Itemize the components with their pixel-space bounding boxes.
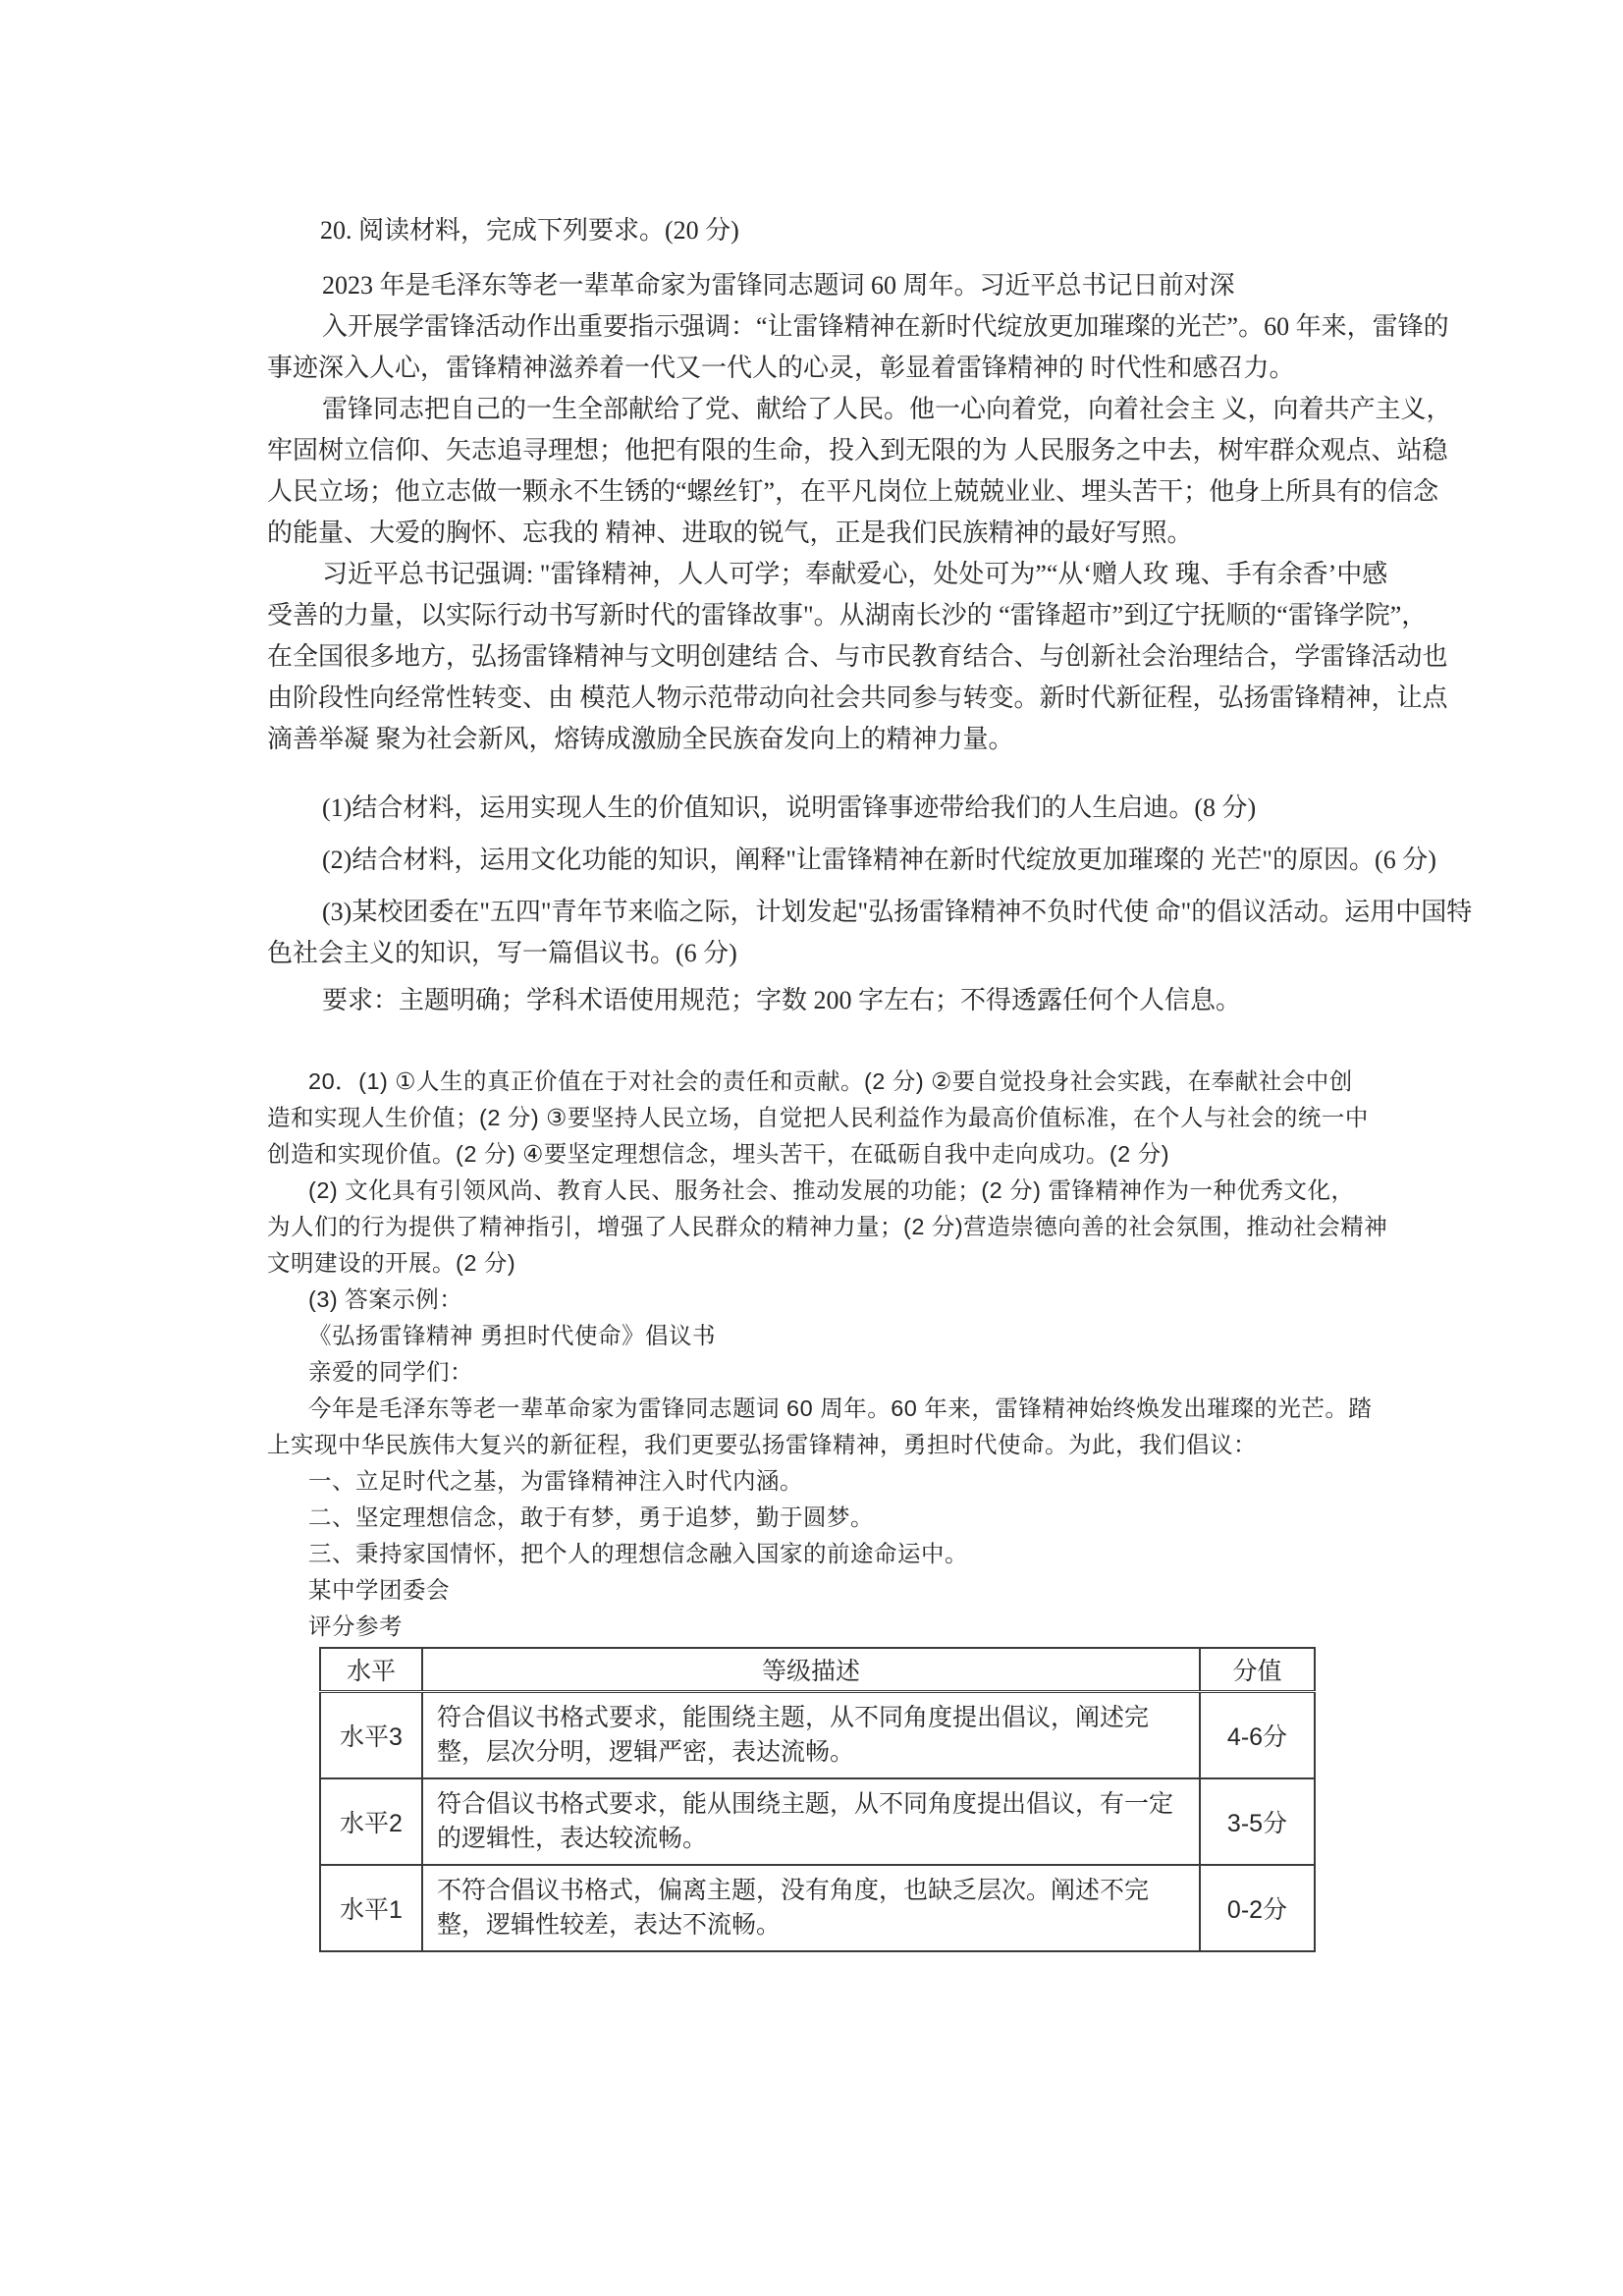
subquestion-line: 要求：主题明确；学科术语使用规范；字数 200 字左右；不得透露任何个人信息。 [322, 986, 1242, 1014]
answer-line: 《弘扬雷锋精神 勇担时代使命》倡议书 [308, 1323, 717, 1348]
rubric-col-score: 分值 [1200, 1648, 1315, 1692]
answer-line: 某中学团委会 [308, 1577, 450, 1603]
rubric-score-cell: 3-5分 [1200, 1778, 1315, 1865]
material-line: 受善的力量，以实际行动书写新时代的雷锋故事"。从湖南长沙的 “雷锋超市”到辽宁抚顺的“雷锋学院”， [267, 601, 1428, 629]
rubric-col-description: 等级描述 [422, 1648, 1200, 1692]
rubric-description-cell: 符合倡议书格式要求，能从围绕主题，从不同角度提出倡议，有一定的逻辑性，表达较流畅。 [422, 1778, 1200, 1865]
subquestion-line: (3)某校团委在"五四"青年节来临之际，计划发起"弘扬雷锋精神不负时代使 命"的倡议活动。运用中国特 [322, 898, 1473, 926]
answer-line: (3) 答案示例： [308, 1286, 463, 1312]
material-line: 事迹深入人心，雷锋精神滋养着一代又一代人的心灵，彰显着雷锋精神的 时代性和感召力。 [267, 354, 1295, 382]
answer-line: 造和实现人生价值；(2 分) ③要坚持人民立场，自觉把人民利益作为最高价值标准，在个人与社会的统一中 [267, 1105, 1369, 1130]
answer-line: 一、立足时代之基，为雷锋精神注入时代内涵。 [308, 1468, 803, 1494]
rubric-score-cell: 0-2分 [1200, 1865, 1315, 1951]
material-line: 人民立场；他立志做一颗永不生锈的“螺丝钉”，在平凡岗位上兢兢业业、埋头苦干；他身上所具有的信念 [267, 477, 1439, 506]
subquestions-block [267, 788, 1481, 1021]
material-line: 雷锋同志把自己的一生全部献给了党、献给了人民。他一心向着党，向着社会主 义，向着共产主义， [322, 395, 1452, 423]
answer-line: 上实现中华民族伟大复兴的新征程，我们更要弘扬雷锋精神，勇担时代使命。为此，我们倡议： [267, 1432, 1257, 1457]
rubric-score-cell: 4-6分 [1200, 1692, 1315, 1779]
material-block [267, 265, 1481, 760]
material-line: 由阶段性向经常性转变、由 模范人物示范带动向社会共同参与转变。新时代新征程，弘扬雷锋精神，让点 [267, 683, 1448, 712]
answer-line: 20．(1) ①人生的真正价值在于对社会的责任和贡献。(2 分) ②要自觉投身社会实践，在奉献社会中创 [308, 1068, 1353, 1094]
answer-line: 评分参考 [308, 1613, 403, 1639]
page-content [267, 210, 1481, 1952]
rubric-level-cell: 水平1 [320, 1865, 422, 1951]
subquestion-line: (2)结合材料，运用文化功能的知识，阐释"让雷锋精神在新时代绽放更加璀璨的 光芒"的原因。(6 分) [322, 846, 1436, 874]
material-line: 入开展学雷锋活动作出重要指示强调：“让雷锋精神在新时代绽放更加璀璨的光芒”。60 年来，雷锋的 [322, 312, 1449, 341]
rubric-row [320, 1778, 1315, 1865]
material-line: 习近平总书记强调: "雷锋精神，人人可学；奉献爱心，处处可为”“从‘赠人玫 瑰、手有余香’中感 [322, 560, 1388, 588]
material-line: 在全国很多地方，弘扬雷锋精神与文明创建结 合、与市民教育结合、与创新社会治理结合，学雷锋活动也 [267, 642, 1448, 671]
material-line: 牢固树立信仰、矢志追寻理想；他把有限的生命，投入到无限的为 人民服务之中去，树牢群众观点、站稳 [267, 436, 1448, 465]
material-line: 滴善举凝 聚为社会新风，熔铸成激励全民族奋发向上的精神力量。 [267, 725, 1014, 753]
subquestion-line: 色社会主义的知识，写一篇倡议书。(6 分) [267, 939, 737, 967]
rubric-col-level: 水平 [320, 1648, 422, 1692]
answer-line: 创造和实现价值。(2 分) ④要坚定理想信念，埋头苦干，在砥砺自我中走向成功。(2 分) [267, 1141, 1170, 1167]
answer-line: (2) 文化具有引领风尚、教育人民、服务社会、推动发展的功能；(2 分) 雷锋精神作为一种优秀文化， [308, 1177, 1355, 1203]
answer-line: 二、坚定理想信念，敢于有梦，勇于追梦，勤于圆梦。 [308, 1504, 874, 1530]
material-line: 的能量、大爱的胸怀、忘我的 精神、进取的锐气，正是我们民族精神的最好写照。 [267, 519, 1193, 547]
answer-line: 三、秉持家国情怀，把个人的理想信念融入国家的前途命运中。 [308, 1541, 968, 1566]
answer-line: 文明建设的开展。(2 分) [267, 1250, 516, 1276]
rubric-description-cell: 不符合倡议书格式，偏离主题，没有角度，也缺乏层次。阐述不完整，逻辑性较差，表达不流畅。 [422, 1865, 1200, 1951]
rubric-row [320, 1865, 1315, 1951]
rubric-level-cell: 水平3 [320, 1692, 422, 1779]
answer-line: 今年是毛泽东等老一辈革命家为雷锋同志题词 60 周年。60 年来，雷锋精神始终焕发出璀璨的光芒。踏 [308, 1395, 1373, 1421]
answer-line: 为人们的行为提供了精神指引，增强了人民群众的精神力量；(2 分)营造崇德向善的社会氛围，推动社会精神 [267, 1214, 1388, 1239]
subquestion-line: (1)结合材料，运用实现人生的价值知识，说明雷锋事迹带给我们的人生启迪。(8 分) [322, 793, 1257, 822]
rubric-row [320, 1692, 1315, 1779]
rubric-header-row [320, 1648, 1315, 1692]
answers-block [267, 1064, 1481, 1645]
answer-line: 亲爱的同学们： [308, 1359, 473, 1385]
rubric-description-cell: 符合倡议书格式要求，能围绕主题，从不同角度提出倡议，阐述完整，层次分明，逻辑严密，表达流畅。 [422, 1692, 1200, 1779]
rubric-body [320, 1692, 1315, 1952]
rubric-level-cell: 水平2 [320, 1778, 422, 1865]
material-line: 2023 年是毛泽东等老一辈革命家为雷锋同志题词 60 周年。习近平总书记日前对深 [322, 271, 1235, 300]
question-header: 20. 阅读材料，完成下列要求。(20 分) [320, 216, 739, 245]
rubric-table [319, 1647, 1316, 1952]
